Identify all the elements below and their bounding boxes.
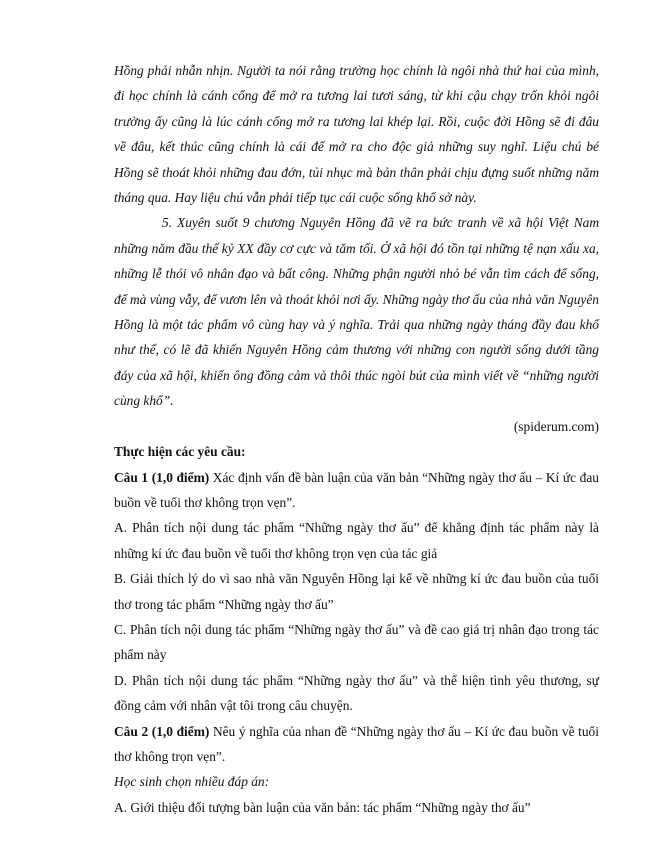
passage-paragraph-5: 5. Xuyên suốt 9 chương Nguyên Hồng đã vẽ ra bức tranh về xã hội Việt Nam những năm đầu thế kỷ XX đầy cơ cực và tăm tối. Ở xã hội đó tồn tại những tệ nạn xấu xa, những lễ thói vô nhân đạo và bất công. Những phận người nhỏ bé vẫn tìm cách để sống, để mà vùng vẫy, để vươn lên và thoát khỏi nơi ấy. Những ngày thơ ấu của nhà văn Nguyên Hồng là một tác phẩm vô cùng hay và ý nghĩa. Trải qua những ngày tháng đầy đau khổ như thế, có lẽ đã khiến Nguyên Hồng cảm thương với những con người sống dưới tầng đáy của xã hội, khiến ông đồng cảm và thôi thúc ngòi bút của mình viết về “những người cùng khổ”. [114,215,599,409]
passage-paragraph-continued: Hồng phải nhẫn nhịn. Người ta nói rằng trường học chính là ngôi nhà thứ hai của mình, đi học chính là cánh cổng để mở ra tương lai tươi sáng, từ khi cậu chạy trốn khỏi ngôi trường ấy cũng là lúc cánh cổng mở ra tương lai khép lại. Rồi, cuộc đời Hồng sẽ đi đâu về đâu, kết thúc cũng chính là cái để mở ra cho độc giả những suy nghĩ. Liệu chú bé Hồng sẽ thoát khỏi những đau đớn, tủi nhục mà bản thân phải chịu đựng suốt những năm tháng qua. Hay liệu chú vẫn phải tiếp tục cái cuộc sống khổ sở này. [114,63,599,206]
question-1-option-c: C. Phân tích nội dung tác phẩm “Những ngày thơ ấu” và đề cao giá trị nhân đạo trong tác phẩm này [114,621,599,663]
question-2-text: Nêu ý nghĩa của nhan đề “Những ngày thơ ấu – Kí ức đau buồn về tuổi thơ không trọn vẹn”. [114,723,599,764]
passage-source: (spiderum.com) [513,418,599,434]
question-2-instruction: Học sinh chọn nhiều đáp án: [114,774,270,790]
question-1-option-a: A. Phân tích nội dung tác phẩm “Những ngày thơ ấu” để khẳng định tác phẩm này là những kí ức đau buồn về tuổi thơ không trọn vẹn của tác giả [114,520,599,561]
question-2 [114,719,599,770]
question-2-label: Câu 2 (1,0 điểm) [114,723,210,739]
document-page [114,58,599,820]
question-2-option-a: A. Giới thiệu đối tượng bàn luận của văn bản: tác phẩm “Những ngày thơ ấu” [114,799,531,815]
tasks-heading [114,439,599,464]
question-1-option-d: D. Phân tích nội dung tác phẩm “Những ngày thơ ấu” và thể hiện tình yêu thương, sự đồng cảm với nhân vật tôi trong câu chuyện. [114,672,599,714]
question-1-label: Câu 1 (1,0 điểm) [114,469,210,485]
question-1-text: Xác định vấn đề bàn luận của văn bản “Những ngày thơ ấu – Kí ức đau buồn về tuổi thơ không trọn vẹn”. [114,469,599,510]
tasks-heading-text: Thực hiện các yêu cầu: [114,444,246,460]
question-1-option-b: B. Giải thích lý do vì sao nhà văn Nguyên Hồng lại kể về những kí ức đau buồn của tuổi thơ trong tác phẩm “Những ngày thơ ấu” [114,571,599,612]
question-1 [114,465,599,516]
